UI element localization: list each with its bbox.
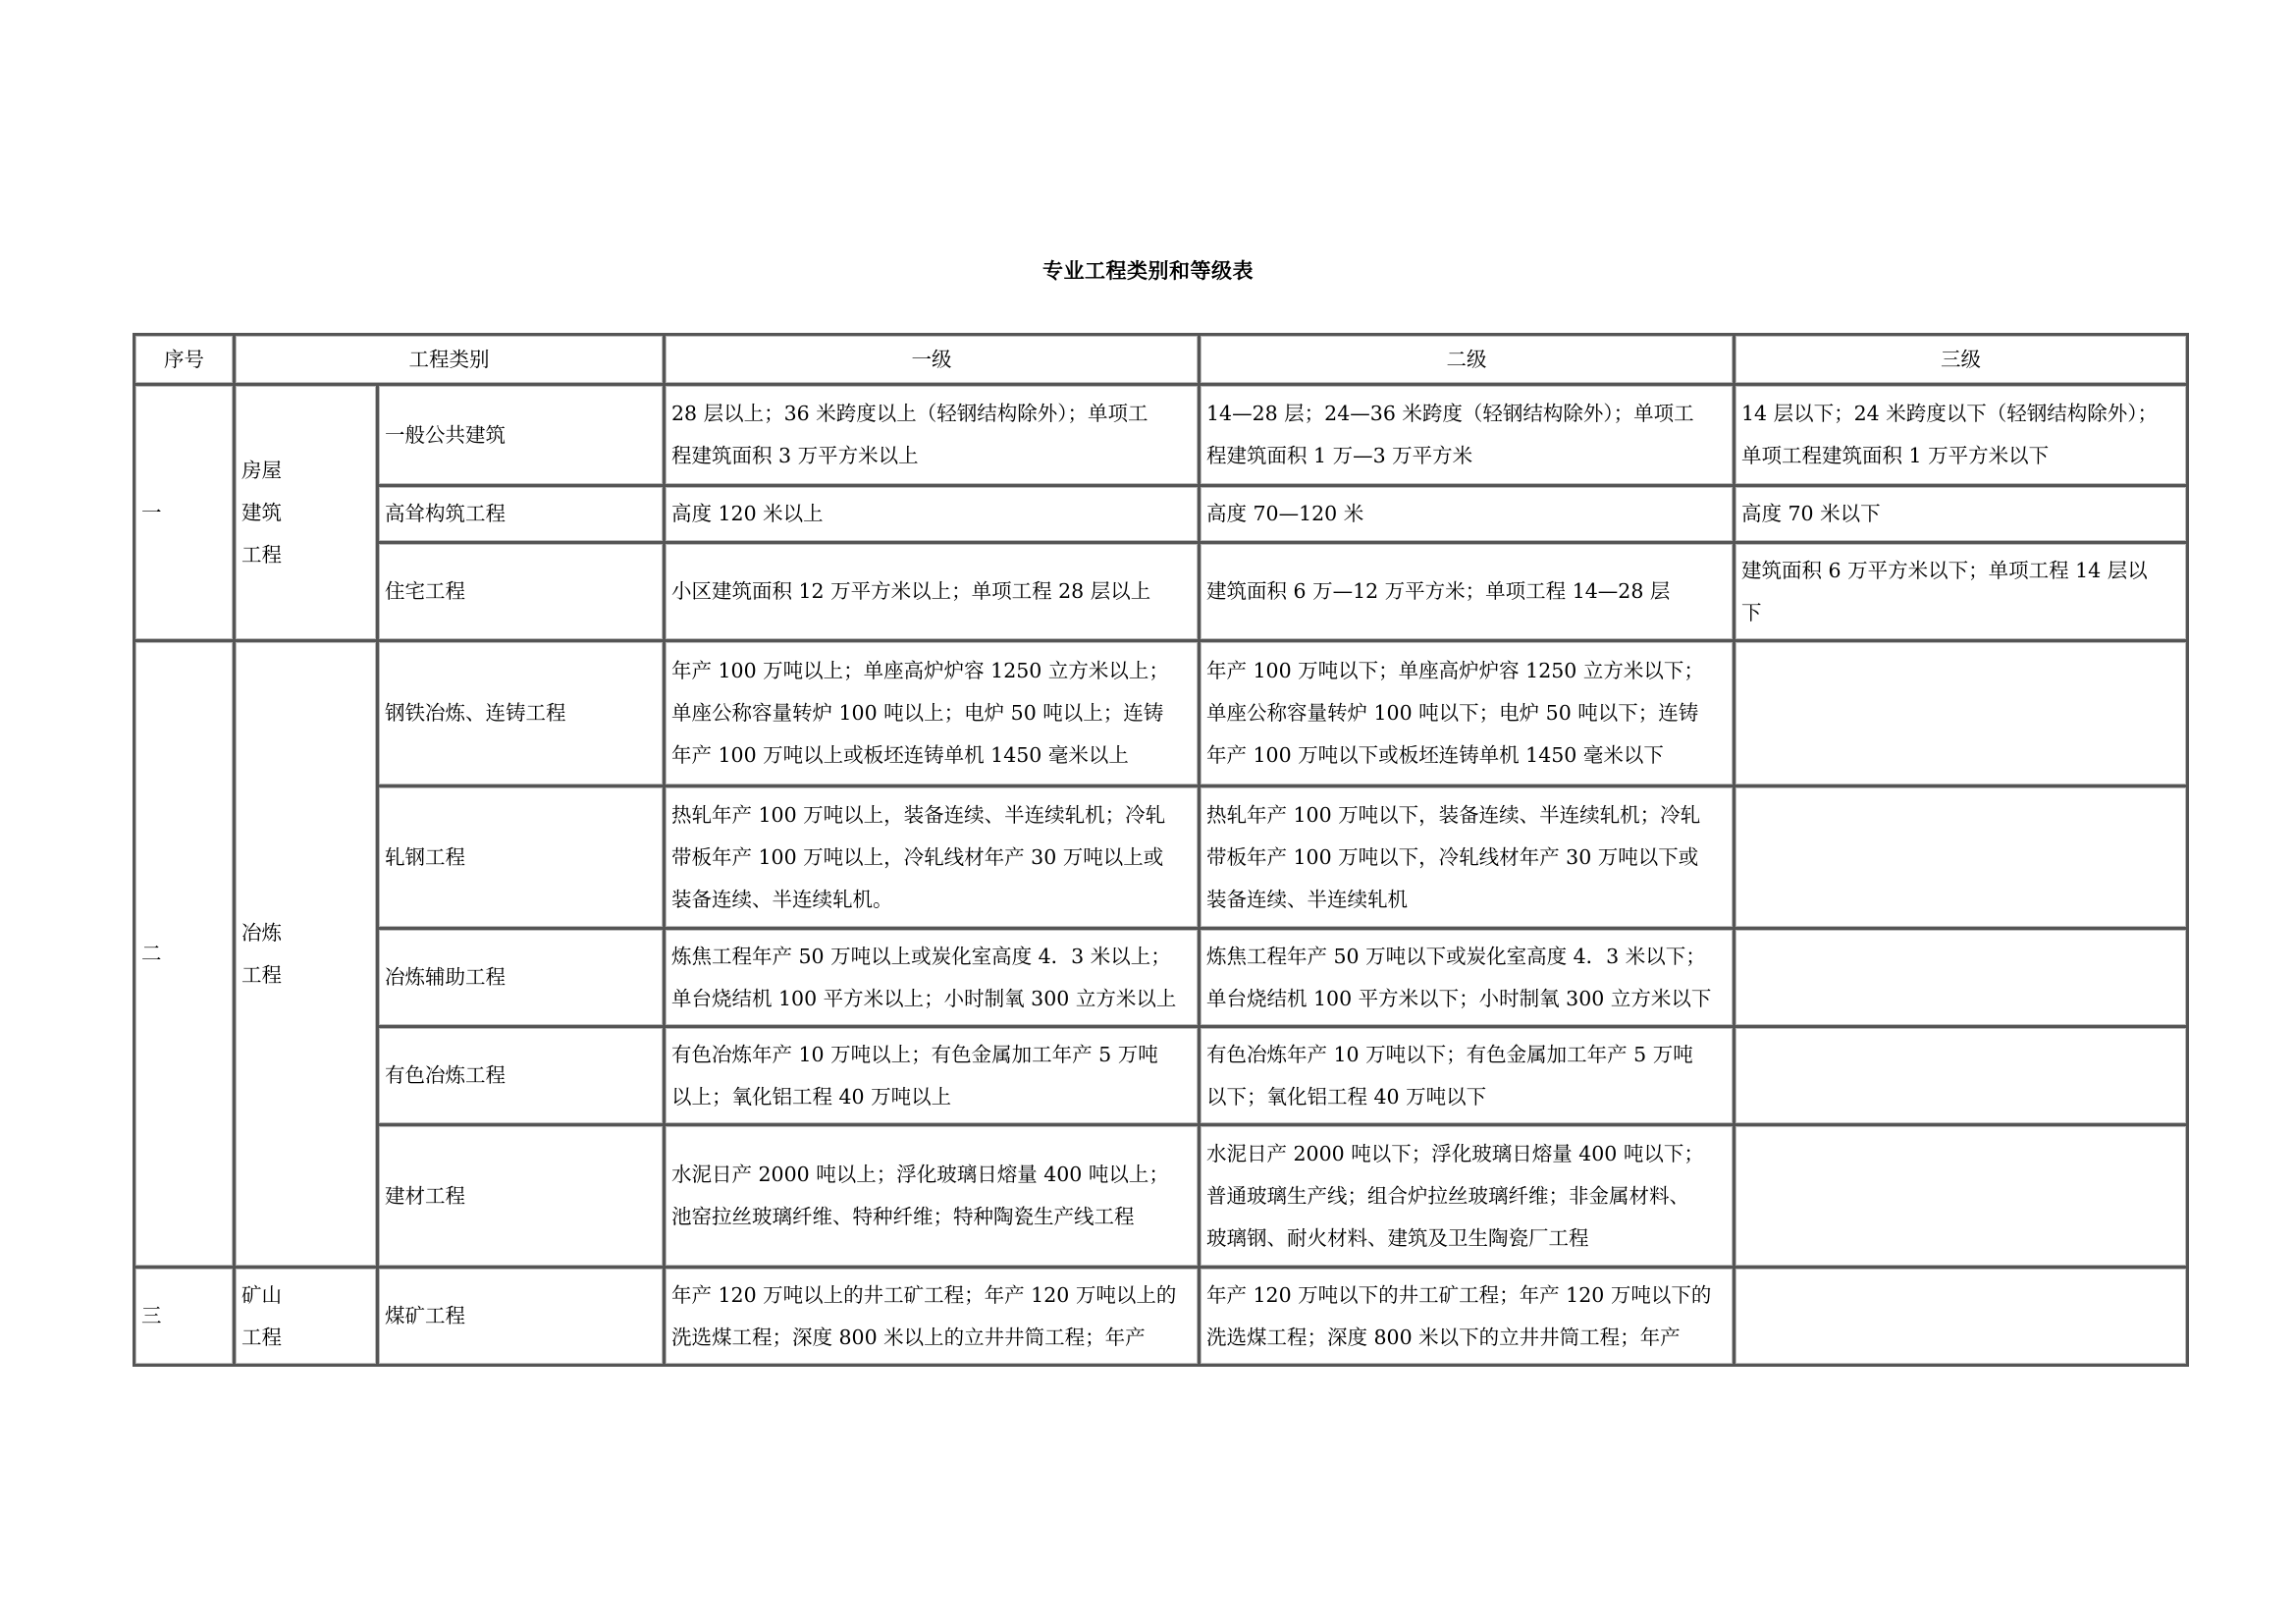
seq-cell: 三 bbox=[134, 1268, 235, 1366]
cell-line: 洗选煤工程；深度 800 米以下的立井井筒工程；年产 bbox=[1206, 1325, 1681, 1349]
cell-line: 年产 100 万吨以上或板坯连铸单机 1450 毫米以上 bbox=[671, 743, 1129, 767]
table-row bbox=[134, 641, 2188, 786]
grade1-cell bbox=[665, 385, 1200, 486]
category-line: 工程 bbox=[241, 962, 282, 987]
subcategory-cell: 轧钢工程 bbox=[378, 786, 665, 929]
category-line: 工程 bbox=[241, 1325, 282, 1349]
header-grade2: 二级 bbox=[1200, 335, 1735, 385]
cell-line: 带板年产 100 万吨以下，冷轧线材年产 30 万吨以下或 bbox=[1206, 844, 1699, 869]
cell-line: 池窑拉丝玻璃纤维、特种纤维；特种陶瓷生产线工程 bbox=[671, 1205, 1135, 1228]
subcategory-cell: 住宅工程 bbox=[378, 543, 665, 641]
cell-line: 有色冶炼年产 10 万吨以下；有色金属加工年产 5 万吨 bbox=[1206, 1042, 1693, 1066]
grade1-cell bbox=[665, 543, 1200, 641]
cell-line: 小区建筑面积 12 万平方米以上；单项工程 28 层以上 bbox=[671, 579, 1151, 603]
grade1-cell bbox=[665, 1125, 1200, 1268]
grade2-cell bbox=[1200, 385, 1735, 486]
grade1-cell bbox=[665, 486, 1200, 543]
header-grade3: 三级 bbox=[1735, 335, 2188, 385]
cell-line: 程建筑面积 1 万—3 万平方米 bbox=[1206, 444, 1473, 467]
category-line: 房屋 bbox=[241, 458, 282, 482]
cell-line: 高度 120 米以上 bbox=[671, 502, 824, 525]
cell-line: 程建筑面积 3 万平方米以上 bbox=[671, 444, 919, 467]
cell-line: 装备连续、半连续轧机 bbox=[1206, 887, 1408, 911]
category-line: 矿山 bbox=[241, 1282, 282, 1307]
grade1-cell bbox=[665, 929, 1200, 1027]
table-row bbox=[134, 486, 2188, 543]
cell-line: 单座公称容量转炉 100 吨以下；电炉 50 吨以下；连铸 bbox=[1206, 701, 1699, 725]
grade2-cell bbox=[1200, 641, 1735, 786]
cell-line: 14 层以下；24 米跨度以下（轻钢结构除外）； bbox=[1741, 402, 2158, 425]
seq-cell: 二 bbox=[134, 641, 235, 1268]
table-row bbox=[134, 543, 2188, 641]
grade3-cell bbox=[1735, 641, 2188, 786]
cell-line: 年产 100 万吨以下或板坯连铸单机 1450 毫米以下 bbox=[1206, 743, 1664, 767]
header-seq: 序号 bbox=[134, 335, 235, 385]
grade-table bbox=[133, 333, 2189, 1367]
grade3-cell bbox=[1735, 1268, 2188, 1366]
grade2-cell bbox=[1200, 786, 1735, 929]
grade3-cell bbox=[1735, 385, 2188, 486]
grade2-cell bbox=[1200, 543, 1735, 641]
category-line: 建筑 bbox=[241, 500, 282, 524]
cell-line: 炼焦工程年产 50 万吨以下或炭化室高度 4．3 米以下； bbox=[1206, 944, 1706, 968]
table-row bbox=[134, 385, 2188, 486]
cell-line: 建筑面积 6 万平方米以下；单项工程 14 层以 bbox=[1741, 558, 2148, 582]
category-cell bbox=[235, 385, 378, 641]
cell-line: 单台烧结机 100 平方米以上；小时制氧 300 立方米以上 bbox=[671, 986, 1177, 1010]
grade3-cell bbox=[1735, 1027, 2188, 1125]
grade2-cell bbox=[1200, 486, 1735, 543]
header-grade1: 一级 bbox=[665, 335, 1200, 385]
cell-line: 有色冶炼年产 10 万吨以上；有色金属加工年产 5 万吨 bbox=[671, 1042, 1158, 1066]
document-title: 专业工程类别和等级表 bbox=[1042, 259, 1254, 283]
table-row bbox=[134, 929, 2188, 1027]
cell-line: 热轧年产 100 万吨以下，装备连续、半连续轧机；冷轧 bbox=[1206, 802, 1701, 827]
cell-line: 建筑面积 6 万—12 万平方米；单项工程 14—28 层 bbox=[1206, 579, 1671, 603]
cell-line: 热轧年产 100 万吨以上，装备连续、半连续轧机；冷轧 bbox=[671, 802, 1166, 827]
grade2-cell bbox=[1200, 1027, 1735, 1125]
subcategory-cell: 高耸构筑工程 bbox=[378, 486, 665, 543]
cell-line: 年产 100 万吨以上；单座高炉炉容 1250 立方米以上； bbox=[671, 659, 1169, 682]
cell-line: 下 bbox=[1741, 600, 1762, 624]
subcategory-cell: 建材工程 bbox=[378, 1125, 665, 1268]
grade3-cell bbox=[1735, 486, 2188, 543]
table-row bbox=[134, 786, 2188, 929]
grade2-cell bbox=[1200, 1268, 1735, 1366]
subcategory-cell: 一般公共建筑 bbox=[378, 385, 665, 486]
grade3-cell bbox=[1735, 543, 2188, 641]
table-row bbox=[134, 1027, 2188, 1125]
cell-line: 玻璃钢、耐火材料、建筑及卫生陶瓷厂工程 bbox=[1206, 1225, 1589, 1250]
cell-line: 高度 70—120 米 bbox=[1206, 502, 1364, 525]
cell-line: 年产 120 万吨以上的井工矿工程；年产 120 万吨以上的 bbox=[671, 1282, 1177, 1307]
category-line: 冶炼 bbox=[241, 920, 282, 945]
grade3-cell bbox=[1735, 786, 2188, 929]
header-row bbox=[134, 335, 2188, 385]
cell-line: 年产 120 万吨以下的井工矿工程；年产 120 万吨以下的 bbox=[1206, 1282, 1712, 1307]
cell-line: 以上；氧化铝工程 40 万吨以上 bbox=[671, 1084, 952, 1109]
grade3-cell bbox=[1735, 1125, 2188, 1268]
cell-line: 带板年产 100 万吨以上，冷轧线材年产 30 万吨以上或 bbox=[671, 844, 1164, 869]
cell-line: 14—28 层；24—36 米跨度（轻钢结构除外）；单项工 bbox=[1206, 402, 1694, 425]
category-cell bbox=[235, 1268, 378, 1366]
cell-line: 装备连续、半连续轧机。 bbox=[671, 887, 893, 911]
grade2-cell bbox=[1200, 1125, 1735, 1268]
seq-cell: 一 bbox=[134, 385, 235, 641]
table-row bbox=[134, 1268, 2188, 1366]
cell-line: 以下；氧化铝工程 40 万吨以下 bbox=[1206, 1084, 1487, 1109]
subcategory-cell: 有色冶炼工程 bbox=[378, 1027, 665, 1125]
category-cell bbox=[235, 641, 378, 1268]
grade3-cell bbox=[1735, 929, 2188, 1027]
grade2-cell bbox=[1200, 929, 1735, 1027]
subcategory-cell: 钢铁冶炼、连铸工程 bbox=[378, 641, 665, 786]
header-category: 工程类别 bbox=[235, 335, 665, 385]
grade1-cell bbox=[665, 786, 1200, 929]
grade1-cell bbox=[665, 1027, 1200, 1125]
cell-line: 单座公称容量转炉 100 吨以上；电炉 50 吨以上；连铸 bbox=[671, 701, 1164, 725]
cell-line: 年产 100 万吨以下；单座高炉炉容 1250 立方米以下； bbox=[1206, 659, 1704, 682]
table-body bbox=[134, 385, 2188, 1366]
cell-line: 单项工程建筑面积 1 万平方米以下 bbox=[1741, 444, 2050, 467]
table-row bbox=[134, 1125, 2188, 1268]
cell-line: 洗选煤工程；深度 800 米以上的立井井筒工程；年产 bbox=[671, 1325, 1146, 1349]
grade1-cell bbox=[665, 641, 1200, 786]
cell-line: 炼焦工程年产 50 万吨以上或炭化室高度 4．3 米以上； bbox=[671, 944, 1171, 968]
cell-line: 水泥日产 2000 吨以下；浮化玻璃日熔量 400 吨以下； bbox=[1206, 1141, 1704, 1165]
grade1-cell bbox=[665, 1268, 1200, 1366]
subcategory-cell: 冶炼辅助工程 bbox=[378, 929, 665, 1027]
cell-line: 28 层以上；36 米跨度以上（轻钢结构除外）；单项工 bbox=[671, 402, 1148, 425]
cell-line: 单台烧结机 100 平方米以下；小时制氧 300 立方米以下 bbox=[1206, 986, 1712, 1010]
category-line: 工程 bbox=[241, 542, 282, 567]
cell-line: 水泥日产 2000 吨以上；浮化玻璃日熔量 400 吨以上； bbox=[671, 1163, 1169, 1186]
cell-line: 普通玻璃生产线；组合炉拉丝玻璃纤维；非金属材料、 bbox=[1206, 1183, 1689, 1208]
subcategory-cell: 煤矿工程 bbox=[378, 1268, 665, 1366]
cell-line: 高度 70 米以下 bbox=[1741, 502, 1881, 525]
